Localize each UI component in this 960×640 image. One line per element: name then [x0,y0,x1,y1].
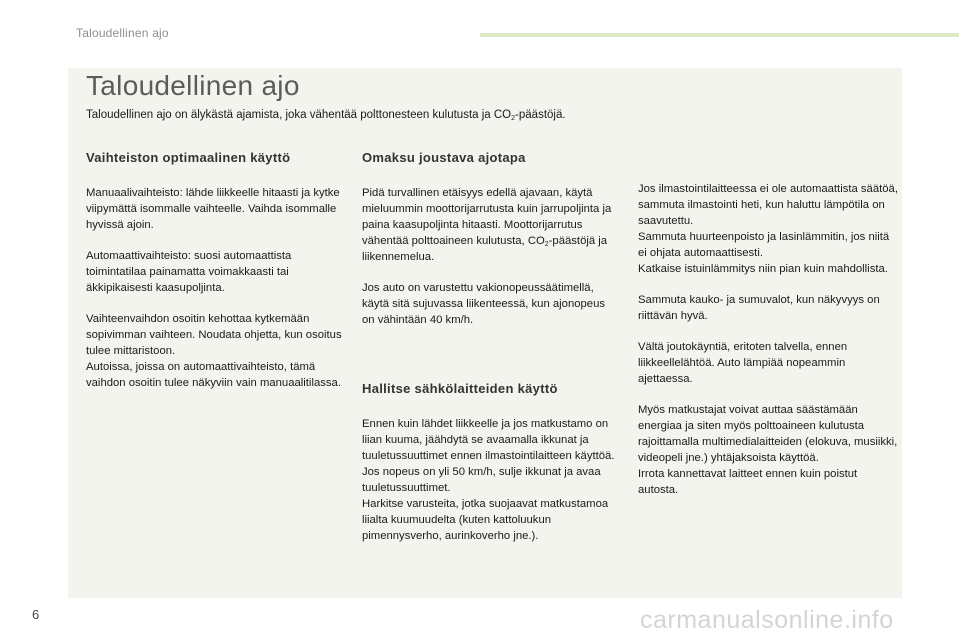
intro-text-end: -päästöjä. [515,109,566,121]
intro-text-start: Taloudellinen ajo on älykästä ajamista, joka vähentää polttonesteen kulutusta ja CO [86,109,512,121]
tips-paragraph-idle: Vältä joutokäyntiä, eritoten talvella, ennen liikkeellelähtöä. Auto lämpiää nopeammin ajettaessa. [638,341,848,385]
tips-section [638,181,900,513]
page-title: Taloudellinen ajo [86,70,300,101]
tips-paragraph-passengers: Myös matkustajat voivat auttaa säästämään energiaa ja siten myös polttoaineen kulutusta rajoittamalla multimedialaitteiden (elokuva, musiikki, videopeli jne.) yhtäjaksoista käyttöä. Irrota kannettavat laitteet ennen kuin poistut autosta. [638,404,898,496]
driving-paragraph-distance-end: -päästöjä ja liikennemelua. [362,235,608,263]
tips-paragraph-ac: Jos ilmastointilaitteessa ei ole automaattista säätöä, sammuta ilmastointi heti, kun haluttu lämpötila on saavutettu. Sammuta huurteenpoisto ja lasinlämmitin, jos niitä ei ohjata automaattisesti. Katkaise istuinlämmitys niin pian kuin mahdollista. [638,183,898,275]
gearbox-paragraph-indicator: Vaihteenvaihdon osoitin kehottaa kytkemään sopivimman vaihteen. Noudata ohjetta, kun osoitus tulee mittaristoon. Autoissa, joissa on automaattivaihteisto, tämä vaihdon osoitin tulee näkyviin vain manuaalitilassa. [86,313,342,389]
gearbox-paragraph-manual: Manuaalivaihteisto: lähde liikkeelle hitaasti ja kytke viipymättä isommalle vaihteelle. Vaihda isommalle hyvissä ajoin. [86,187,340,231]
driving-paragraph-cruise: Jos auto on varustettu vakionopeussäätimellä, käytä sitä sujuvassa liikenteessä, kun ajonopeus on vähintään 40 km/h. [362,282,606,326]
page-number: 6 [32,607,40,622]
electrical-heading: Hallitse sähkölaitteiden käyttö [362,381,558,396]
driving-section [362,150,620,343]
header-rule [480,33,959,37]
intro-subscript: 2 [511,115,516,122]
gearbox-heading: Vaihteiston optimaalinen käyttö [86,150,291,165]
driving-paragraph-distance [362,185,620,265]
driving-heading: Omaksu joustava ajotapa [362,150,526,165]
intro-text [86,108,866,122]
gearbox-paragraph-automatic: Automaattivaihteisto: suosi automaattista toimintatilaa painamatta voimakkaasti tai äkkipikaisesti kaasupoljinta. [86,250,292,294]
gearbox-section [86,150,348,406]
driving-paragraph-distance-start: Pidä turvallinen etäisyys edellä ajavaan, käytä mieluummin moottorijarrutusta kuin jarrupoljinta ja paina kaasupoljinta hitaasti. Moottorijarrutus vähentää polttoaineen kulutusta, CO [362,187,612,247]
header-section-title: Taloudellinen ajo [76,26,169,40]
watermark-text: carmanualsonline.info [640,606,894,634]
tips-paragraph-lights: Sammuta kauko- ja sumuvalot, kun näkyvyys on riittävän hyvä. [638,294,880,322]
driving-subscript: 2 [544,241,549,248]
electrical-section [362,381,620,559]
electrical-paragraph: Ennen kuin lähdet liikkeelle ja jos matkustamo on liian kuuma, jäähdytä se avaamalla ikkunat ja tuuletussuuttimet ennen ilmastointilaitteen käyttöä. Jos nopeus on yli 50 km/h, sulje ikkunat ja avaa tuuletussuuttimet. Harkitse varusteita, jotka suojaavat matkustamoa liialta kuumuudelta (kuten kattoluukun pimennysverho, aurinkoverho jne.). [362,418,615,542]
